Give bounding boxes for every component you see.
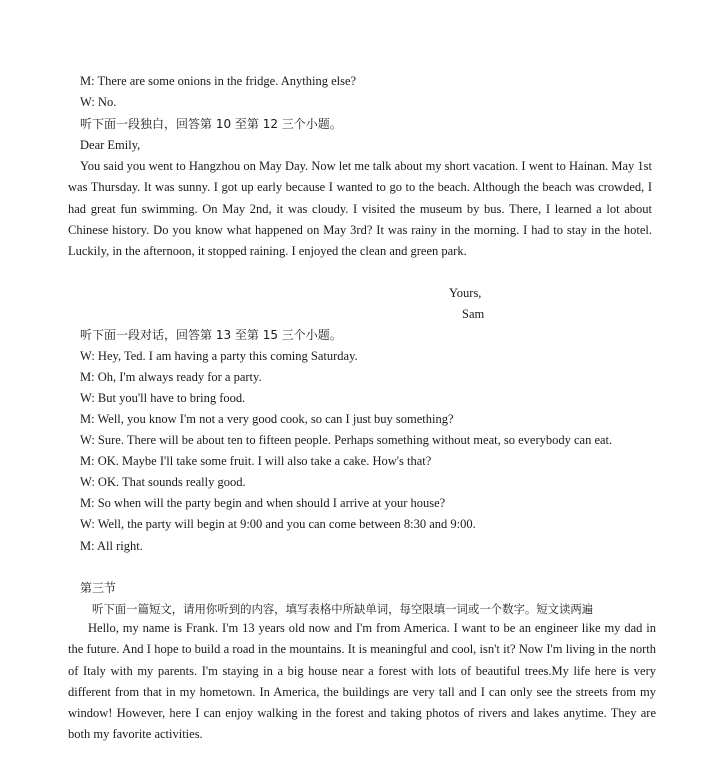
section-title: 第三节 [80, 581, 117, 595]
listening-instruction: 听下面一段对话，回答第 13 至第 15 三个小题。 [80, 328, 342, 342]
dialogue-line: M: OK. Maybe I'll take some fruit. I will also take a cake. How's that? [80, 454, 432, 468]
letter-greeting: Dear Emily, [80, 138, 141, 152]
letter-body: You said you went to Hangzhou on May Day. Now let me talk about my short vacation. I went to Hainan. May 1st was Thursday. It was sunny. I got up early because I wanted to go to the beach. Although the beach was crowded, I had great fun swimming. On May 2nd, it was cloudy. I visited the museum by bus. There, I learned a lot about Chinese history. Do you know what happened on May 3rd? It was rainy in the morning. I had to stay in the hotel. Luckily, in the afternoon, it stopped raining. I enjoyed the clean and green park. [68, 159, 652, 259]
dialogue-line: W: No. [80, 95, 117, 109]
dialogue-line: M: There are some onions in the fridge. Anything else? [80, 74, 357, 88]
letter-signature: Sam [462, 307, 485, 321]
dialogue-line: M: So when will the party begin and when should I arrive at your house? [80, 496, 446, 510]
dialogue-line: W: Hey, Ted. I am having a party this coming Saturday. [80, 349, 358, 363]
dialogue-line: W: Well, the party will begin at 9:00 and you can come between 8:30 and 9:00. [80, 517, 476, 531]
listening-instruction: 听下面一段独白，回答第 10 至第 12 三个小题。 [80, 117, 342, 131]
dialogue-line: M: All right. [80, 539, 143, 553]
dialogue-line: W: Sure. There will be about ten to fifteen people. Perhaps something without meat, so everybody can eat. [80, 433, 613, 447]
dialogue-line: M: Well, you know I'm not a very good cook, so can I just buy something? [80, 412, 454, 426]
dialogue-line: M: Oh, I'm always ready for a party. [80, 370, 262, 384]
dialogue-line: W: OK. That sounds really good. [80, 475, 246, 489]
letter-closing: Yours, [449, 286, 482, 300]
passage-body: Hello, my name is Frank. I'm 13 years old now and I'm from America. I want to be an engineer like my dad in the future. And I hope to build a road in the mountains. It is meaningful and cool, isn't it? Now I'm living in the north of Italy with my parents. I'm staying in a big house near a forest with lots of beautiful trees.My life here is very different from that in my hometown. In America, the buildings are very tall and I can only see the streets from my window! However, here I can enjoy walking in the forest and taking photos of rivers and lakes anytime. They are both my favorite activities. [68, 621, 656, 742]
section-instruction: 听下面一篇短文，请用你听到的内容，填写表格中所缺单词，每空限填一词或一个数字。短文读两遍 [92, 602, 594, 616]
dialogue-line: W: But you'll have to bring food. [80, 391, 246, 405]
